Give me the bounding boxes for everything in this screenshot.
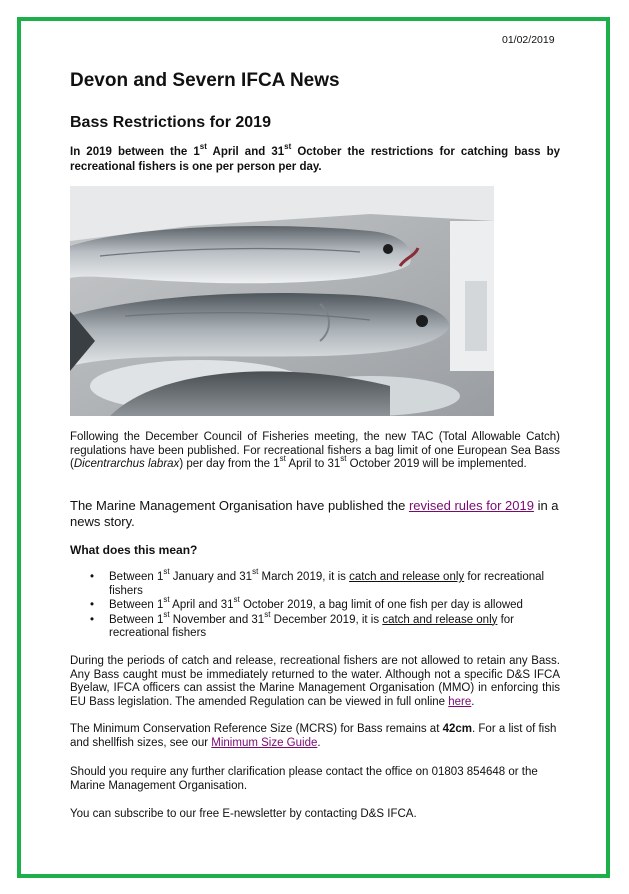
regulation-here-link[interactable]: here xyxy=(448,695,472,708)
lead-text-3: October the restrictions for catching bass by recreational fishers is one per person per day. xyxy=(70,146,560,173)
p1-text-1: Following the December Council of Fisheries meeting, the new TAC (Total Allowable Catch) regulations have been published. For recreational fishers a bag limit of one European Sea Bass ( xyxy=(70,431,560,470)
paragraph-tac xyxy=(70,431,560,472)
lead-text-2: April and 31 xyxy=(206,146,285,158)
species-name: Dicentrarchus labrax xyxy=(73,458,180,470)
bullet-text: for recreational fishers xyxy=(109,613,515,639)
list-item xyxy=(90,595,560,613)
p1-sup-2: st xyxy=(340,454,347,464)
p1-sup-1: st xyxy=(279,454,286,464)
bullet-sup: st xyxy=(264,609,271,619)
p1-text-4: October 2019 will be implemented. xyxy=(346,458,527,470)
bullet-text: January and 31 xyxy=(169,571,253,583)
catch-release-underline: catch and release only xyxy=(382,613,498,626)
list-item xyxy=(90,609,560,641)
p4-text-1: The Minimum Conservation Reference Size (MCRS) for Bass remains at xyxy=(70,723,443,735)
bullet-sup: st xyxy=(163,609,170,619)
bullet-text: for recreational fishers xyxy=(109,571,545,597)
p2-text-1: The Marine Management Organisation have published the xyxy=(70,498,409,513)
bullet-text: October 2019, a bag limit of one fish per day is allowed xyxy=(239,599,523,611)
lead-paragraph xyxy=(70,142,560,175)
p3-text-1: During the periods of catch and release, recreational fishers are not allowed to retain any Bass. Any Bass caught must be immediately returned to the water. Although not a specific D&S IFCA Byelaw, IFCA officers can assist the Marine Management Organisation (MMO) in enforcing this EU Bass legislation. The amended Regulation can be viewed in full online xyxy=(70,655,560,708)
paragraph-catch-release xyxy=(70,655,560,709)
paragraph-mcrs xyxy=(70,723,560,750)
bullet-sup: st xyxy=(233,595,240,605)
p1-text-3: April to 31 xyxy=(285,458,341,470)
bullet-text: April and 31 xyxy=(169,599,234,611)
revised-rules-link[interactable]: revised rules for 2019 xyxy=(408,498,534,513)
minimum-size-guide-link[interactable]: Minimum Size Guide xyxy=(211,736,318,749)
p4-text-3: . xyxy=(317,736,321,749)
article-title: Bass Restrictions for 2019 xyxy=(70,114,271,131)
p1-text-2: ) per day from the 1 xyxy=(179,458,280,470)
p2-text-2: in a news story. xyxy=(70,498,559,529)
paragraph-mmo xyxy=(70,498,560,530)
bullet-sup: st xyxy=(163,595,170,605)
list-item xyxy=(90,567,560,598)
bullet-text: Between 1 xyxy=(109,613,164,626)
bullet-text: March 2019, it is xyxy=(258,571,350,583)
paragraph-contact: Should you require any further clarification please contact the office on 01803 854648 or the Marine Management Organisation. xyxy=(70,766,538,792)
catch-release-underline: catch and release only xyxy=(349,571,465,583)
bullet-sup: st xyxy=(252,567,259,577)
newsletter-date: 01/02/2019 xyxy=(502,34,555,46)
mcrs-size: 42cm xyxy=(442,723,473,735)
restrictions-list xyxy=(90,567,560,642)
bullet-sup: st xyxy=(163,567,170,577)
bass-fish-photo xyxy=(70,186,494,416)
lead-text-1: In 2019 between the 1 xyxy=(70,146,200,158)
bullet-text: Between 1 xyxy=(109,599,164,611)
newsletter-title: Devon and Severn IFCA News xyxy=(70,70,340,91)
lead-sup-2: st xyxy=(284,142,292,152)
paragraph-subscribe: You can subscribe to our free E-newsletter by contacting D&S IFCA. xyxy=(70,808,417,820)
lead-sup-1: st xyxy=(199,142,207,152)
bullet-text: December 2019, it is xyxy=(270,613,383,626)
p4-text-2: . For a list of fish and shellfish sizes, see our xyxy=(70,723,557,749)
what-does-this-mean-heading: What does this mean? xyxy=(70,543,198,557)
bullet-text: Between 1 xyxy=(109,571,164,583)
p3-text-2: . xyxy=(471,695,475,708)
bullet-text: November and 31 xyxy=(169,613,265,626)
